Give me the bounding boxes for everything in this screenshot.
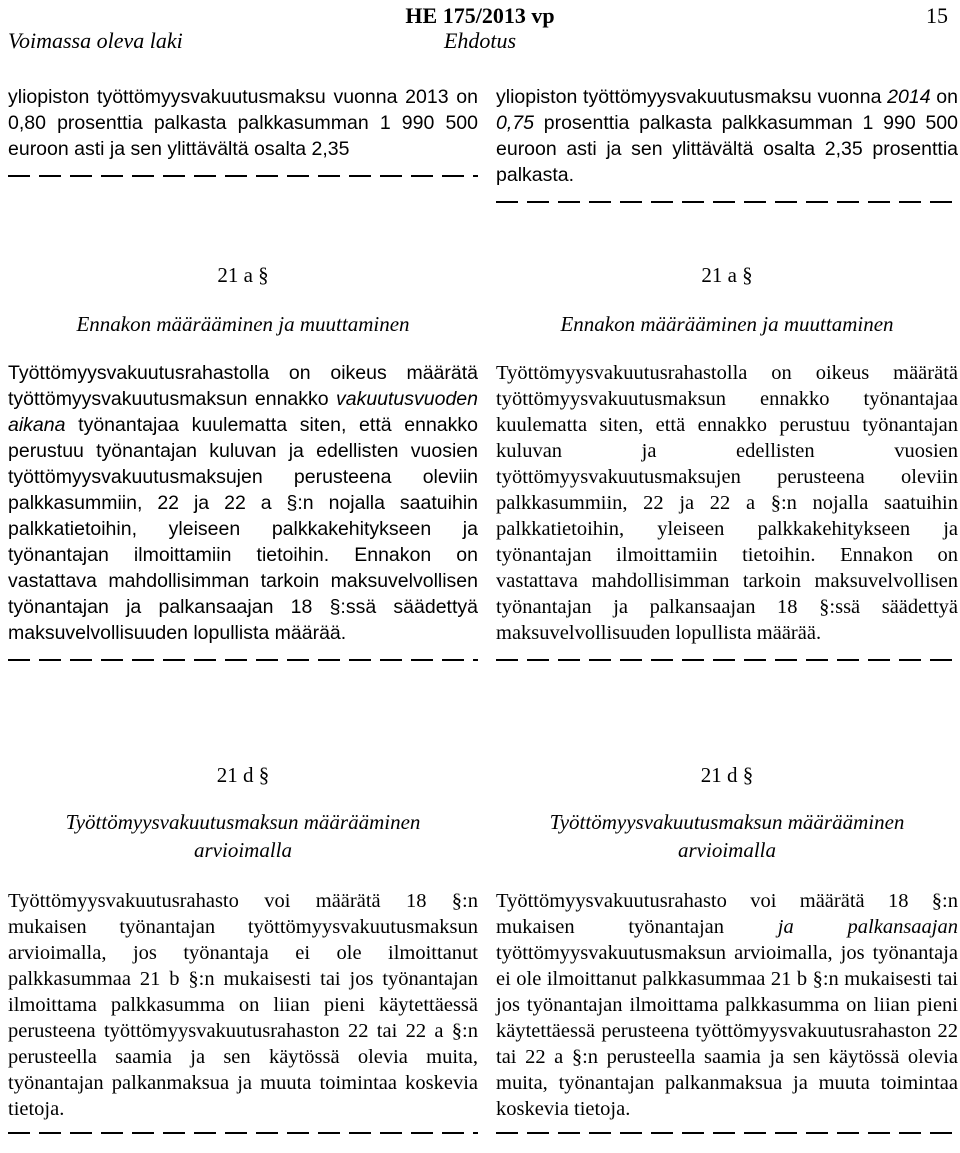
right-intro-part3: prosenttia palkasta palkkasumman 1 990 500 euroon asti ja sen ylittävältä osalta 2,35 prosenttia palkasta.	[496, 112, 958, 186]
left-section-text-21d: Työttömyysvakuutusrahasto voi määrätä 18 §:n mukaisen työnantajan työttömyysvakuutusmaksun arvioimalla, jos työnantaja ei ole ilmoittanut palkkasummaa 21 b §:n mukaisesti tai jos työnantajan ilmoittama palkkasumma on liian pieni käytettäessä perusteena työttömyysvakuutusrahaston 22 tai 22 a §:n perusteella saamia ja sen käytössä olevia muita, työnantajan palkanmaksua ja muuta toimintaa koskevia tietoja.	[8, 890, 478, 1120]
right-intro-part2: on	[930, 86, 958, 108]
left-section-title-21d-line1: Työttömyysvakuutusmaksun määrääminen	[65, 810, 421, 834]
left-divider-1	[8, 175, 478, 177]
left-block-intro	[8, 84, 478, 177]
left-divider-3	[8, 1132, 478, 1134]
right-divider-3	[496, 1132, 958, 1134]
left-section-title-21d-line2: arvioimalla	[194, 838, 292, 862]
left-section-21d	[8, 762, 478, 1134]
left-section-title-21a: Ennakon määrääminen ja muuttaminen	[76, 312, 410, 336]
left-divider-2	[8, 659, 478, 661]
right-text-21d-part2: työttömyysvakuutusmaksun arvioimalla, jos työnantaja ei ole ilmoittanut palkkasummaa 21 b §:n mukaisesti tai jos työnantajan ilmoittama palkkasumma on liian pieni käytettäessä perusteena työttömyysvakuutusrahaston 22 tai 22 a §:n perusteella saamia ja sen käytössä olevia muita, työnantajan palkanmaksua ja muuta toimintaa koskevia tietoja.	[496, 942, 958, 1120]
right-intro-year: 2014	[887, 86, 931, 108]
left-intro-paragraph: yliopiston työttömyysvakuutusmaksu vuonna 2013 on 0,80 prosenttia palkasta palkkasumman 1 990 500 euroon asti ja sen ylittävältä osalta 2,35	[8, 86, 478, 160]
right-section-text-21a: Työttömyysvakuutusrahastolla on oikeus määrätä työttömyysvakuutusmaksun ennakko työnantajaa kuulematta siten, että ennakko perustuu työnantajan kuluvan ja edellisten vuosien työttömyysvakuutusmaksujen perusteena oleviin palkkasummiin, 22 ja 22 a §:n nojalla saatuihin palkkatietoihin, yleiseen palkkakehitykseen ja työnantajan ilmoittamiin tietoihin. Ennakon on vastattava mahdollisimman tarkoin maksuvelvollisen työnantajan ja palkansaajan 18 §:ssä säädettyä maksuvelvollisuuden lopullista määrää.	[496, 362, 958, 644]
right-intro-paragraph	[496, 84, 958, 188]
right-text-21d-part1: Työttömyysvakuutusrahasto voi määrätä 18 §:n mukaisen työnantajan	[496, 890, 958, 938]
left-section-text-21a	[8, 360, 478, 646]
right-section-title-21a: Ennakon määrääminen ja muuttaminen	[560, 312, 894, 336]
left-section-number-21d: 21 d §	[216, 763, 270, 787]
right-divider-1	[496, 201, 958, 203]
right-section-number-21a: 21 a §	[701, 263, 753, 287]
right-section-number-21d: 21 d §	[700, 763, 754, 787]
left-text-21a-part1: Työttömyysvakuutusrahastolla on oikeus määrätä työttömyysvakuutusmaksun ennakko	[8, 362, 478, 410]
right-section-title-21d-line2: arvioimalla	[678, 838, 776, 862]
right-block-intro	[496, 84, 958, 203]
right-intro-part1: yliopiston työttömyysvakuutusmaksu vuonna	[496, 86, 888, 108]
left-text-21a-italic: vakuutusvuoden aikana	[8, 388, 478, 436]
header-proposal: Ehdotus	[443, 28, 517, 53]
right-section-21d	[496, 762, 958, 1134]
header-current-law: Voimassa oleva laki	[8, 28, 183, 53]
left-section-number-21a: 21 a §	[217, 263, 269, 287]
left-section-21a	[8, 262, 478, 661]
right-section-text-21d	[496, 888, 958, 1122]
right-text-21d-italic: ja palkansaajan	[777, 916, 959, 938]
header-bill-number: HE 175/2013 vp	[405, 3, 555, 28]
right-divider-2	[496, 659, 958, 661]
right-intro-rate: 0,75	[496, 112, 534, 134]
right-section-21a	[496, 262, 958, 661]
page-number: 15	[926, 3, 948, 28]
page-header	[0, 0, 960, 60]
left-text-21a-part2: työnantajaa kuulematta siten, että ennakko perustuu työnantajan kuluvan ja edellisten vuosien työttömyysvakuutusmaksujen perusteena oleviin palkkasummiin, 22 ja 22 a §:n nojalla saatuihin palkkatietoihin, yleiseen palkkakehitykseen ja työnantajan ilmoittamiin tietoihin. Ennakon on vastattava mahdollisimman tarkoin maksuvelvollisen työnantajan ja palkansaajan 18 §:ssä säädettyä maksuvelvollisuuden lopullista määrää.	[8, 414, 478, 644]
right-section-title-21d-line1: Työttömyysvakuutusmaksun määrääminen	[549, 810, 905, 834]
